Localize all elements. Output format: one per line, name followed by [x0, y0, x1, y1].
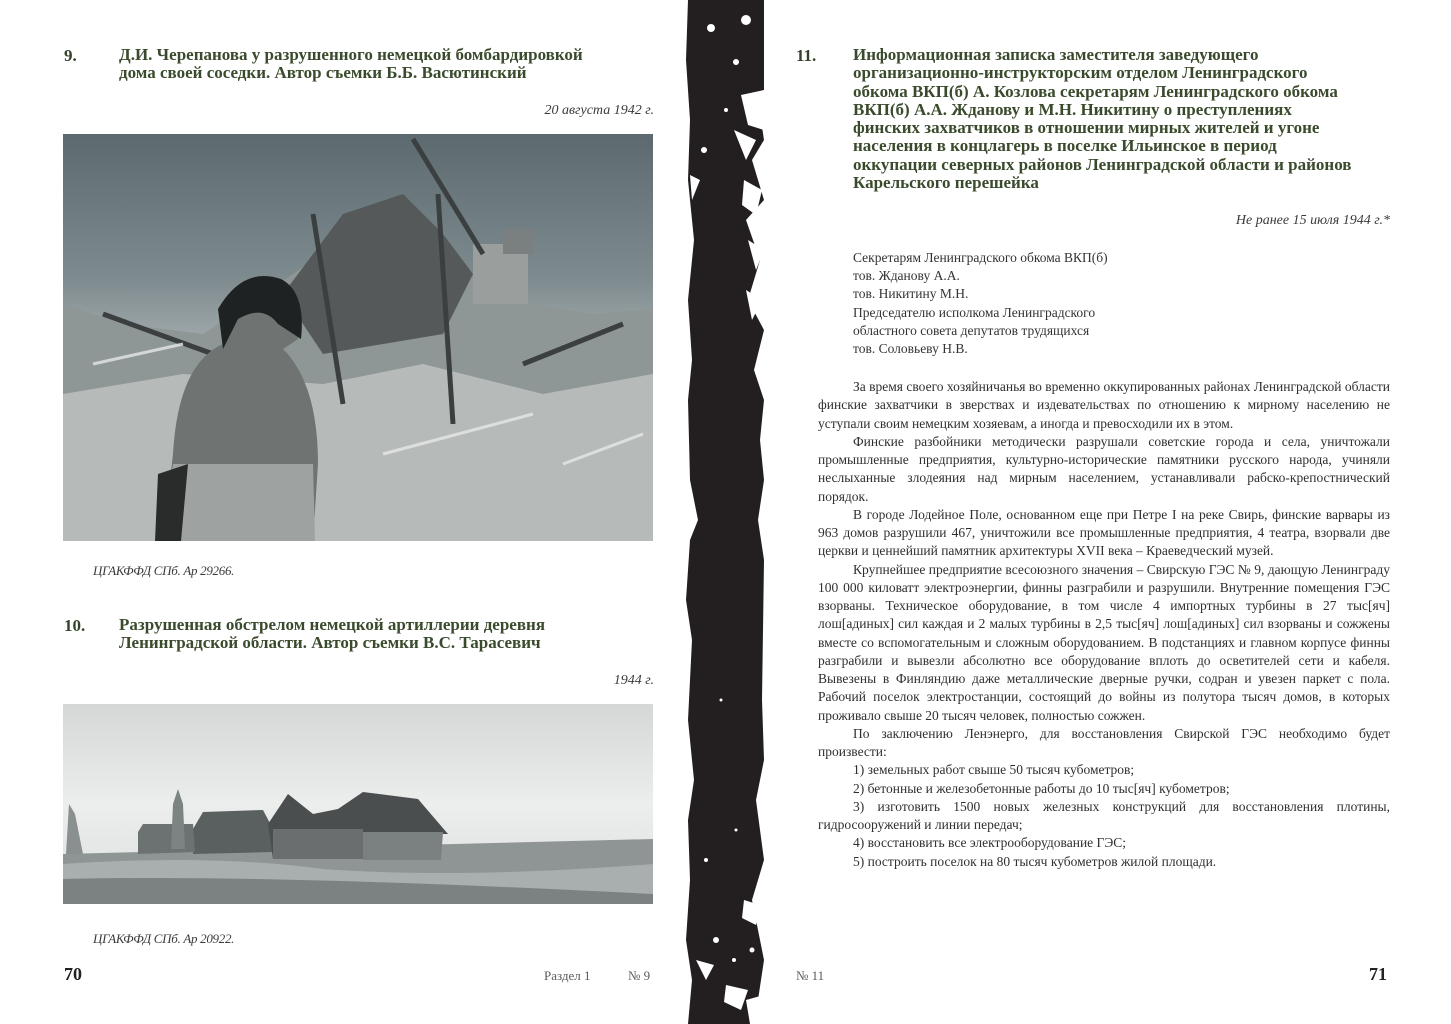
body-paragraph: За время своего хозяйничанья во временно оккупированных районах Ленинградской области финские захватчики в зверствах и издевательствах по отношению к мирному населению не уступали своим немецким хозяевам, а иногда и превосходили их в этом. — [818, 379, 1390, 431]
document-title — [853, 46, 1351, 192]
right-page — [765, 0, 1451, 1024]
body-paragraph: По заключению Ленэнерго, для восстановления Свирской ГЭС необходимо будет произвести: — [818, 725, 1390, 759]
title-line: населения в концлагерь в поселке Ильинское в период — [853, 136, 1277, 156]
footer-doc-ref: № 11 — [796, 968, 825, 983]
body-paragraph: В городе Лодейное Поле, основанном еще при Петре I на реке Свирь, финские варвары из 963 домов разрушили 467, уничтожили все промышленные предприятия, 4 театра, взорвали две церкви и ценнейший памятник архитектуры XVII века – Краеведческий музей. — [818, 506, 1390, 559]
addressee-line: тов. Соловьеву Н.В. — [853, 341, 968, 357]
title-line: Информационная записка заместителя заведующего — [853, 45, 1259, 64]
document-title — [119, 46, 583, 83]
addressee-line: тов. Никитину М.Н. — [853, 286, 969, 302]
document-body — [818, 378, 1390, 871]
page-number: 70 — [64, 964, 82, 984]
addressee-line: тов. Жданову А.А. — [853, 268, 960, 284]
decorative-spine-band — [686, 0, 766, 1024]
title-line: оккупации северных районов Ленинградской области и районов — [853, 154, 1352, 174]
list-item: 1) земельных работ свыше 50 тысяч кубометров; — [853, 762, 1135, 778]
left-page — [0, 0, 686, 1024]
photo-image-icon — [63, 704, 653, 904]
document-date: Не ранее 15 июля 1944 г.* — [1235, 213, 1390, 228]
page-number: 71 — [1369, 964, 1387, 984]
list-item: 2) бетонные и железобетонные работы до 10 тыс[яч] кубометров; — [853, 780, 1230, 796]
body-paragraph: Крупнейшее предприятие всесоюзного значения – Свирскую ГЭС № 9, дающую Ленинграду 100 000 киловатт электроэнергии, финны разграбили и разрушили. Внутренние помещения ГЭС взорваны. Техническое оборудование, в том числе 4 импортных турбины в 27 тыс[яч] лош[адиных] сил каждая и 2 малых турбины в 2,5 тыс[яч] лош[адиных] сил взорваны и сожжены вместе со вспомогательным и сложным оборудованием. В подстанциях и главном корпусе финны разграбили и вывезли абсолютно все оборудование вплоть до осветителей сети и кабеля. Вывезены в Финляндию даже металлические дверные ручки, содран и увезен паркет с пола. Рабочий поселок электростанции, состоящий до войны из полутора тысяч домов, в которых проживало свыше 20 тысяч человек, полностью сожжен. — [818, 561, 1390, 723]
footer-section: Раздел 1 — [544, 968, 591, 983]
photo-image-icon — [63, 134, 653, 541]
title-line: Карельского перешейка — [853, 173, 1039, 193]
list-item: 5) построить поселок на 80 тысяч кубометров жилой площади. — [853, 853, 1217, 869]
title-line: Разрушенная обстрелом немецкой артиллерии деревня — [119, 615, 546, 634]
title-line: дома своей соседки. Автор съемки Б.Б. Васютинский — [119, 63, 527, 83]
title-line: финских захватчиков в отношении мирных жителей и угоне — [853, 118, 1320, 138]
photo-destroyed-village — [63, 704, 653, 904]
document-number: 9. — [64, 46, 77, 65]
document-number: 10. — [64, 616, 86, 635]
title-line: ВКП(б) А.А. Жданову и М.Н. Никитину о преступлениях — [853, 99, 1292, 119]
addressee-line: областного совета депутатов трудящихся — [853, 322, 1090, 338]
photo-source: ЦГАКФФД СПб. Ар 20922. — [93, 931, 235, 946]
list-item: 4) восстановить все электрооборудование ГЭС; — [853, 835, 1127, 851]
body-paragraph: Финские разбойники методически разрушали советские города и села, уничтожали промышленные предприятия, культурно-исторические памятники русского народа, учиняли неслыханные злодеяния над мирным населением, устанавливали рабско-крепостнический порядок. — [818, 433, 1390, 504]
addressee-line: Председателю исполкома Ленинградского — [853, 304, 1096, 320]
list-item: 3) изготовить 1500 новых железных конструкций для восстановления плотины, гидросооружений и линии передач; — [818, 798, 1390, 832]
document-date: 20 августа 1942 г. — [544, 103, 654, 118]
document-date: 1944 г. — [613, 673, 654, 688]
addressee-line: Секретарям Ленинградского обкома ВКП(б) — [853, 250, 1108, 265]
document-number: 11. — [796, 46, 817, 65]
title-line: организационно-инструкторским отделом Ленинградского — [853, 63, 1308, 83]
addressee-block — [853, 249, 1108, 358]
photo-woman-ruins — [63, 134, 653, 541]
photo-source: ЦГАКФФД СПб. Ар 29266. — [93, 563, 235, 578]
title-line: Ленинградской области. Автор съемки В.С. Тарасевич — [119, 633, 541, 653]
title-line: обкома ВКП(б) А. Козлова секретарям Ленинградского обкома — [853, 81, 1338, 101]
document-title — [119, 616, 545, 653]
footer-doc-ref: № 9 — [628, 968, 651, 983]
title-line: Д.И. Черепанова у разрушенного немецкой бомбардировкой — [119, 45, 583, 64]
